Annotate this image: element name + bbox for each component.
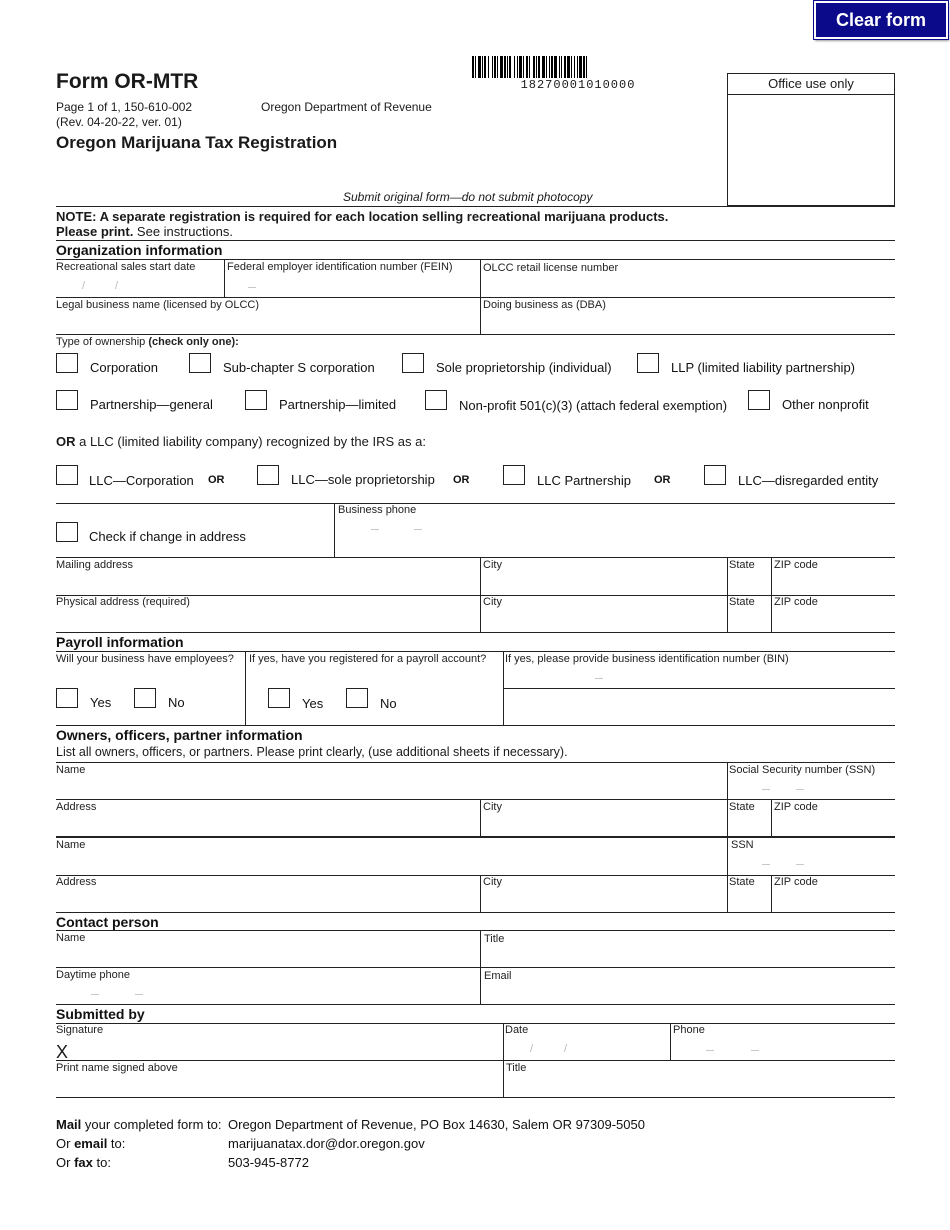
owner2-address-label: Address: [56, 876, 97, 888]
olcc-input[interactable]: [483, 278, 893, 295]
barcode-image: [472, 56, 684, 78]
employees-question: Will your business have employees?: [56, 653, 234, 665]
owner1-zip-label: ZIP code: [774, 801, 818, 813]
mailing-city-input[interactable]: [483, 576, 723, 593]
sign-date-input[interactable]: [506, 1041, 666, 1058]
option-llc-partnership: LLC Partnership: [537, 473, 631, 488]
checkbox-employees-no[interactable]: [134, 688, 156, 708]
start-date-input[interactable]: [58, 278, 218, 295]
owner1-address-label: Address: [56, 801, 97, 813]
checkbox-partnership-limited[interactable]: [245, 390, 267, 410]
owners-section-title: Owners, officers, partner information: [56, 727, 303, 743]
owner2-state-input[interactable]: [729, 892, 769, 909]
sign-date-label: Date: [505, 1024, 529, 1036]
email-address: marijuanatax.dor@dor.oregon.gov: [228, 1136, 425, 1151]
option-llc-corporation: LLC—Corporation: [89, 473, 194, 488]
mailing-address-label: Mailing address: [56, 559, 134, 571]
checkbox-nonprofit-501c3[interactable]: [425, 390, 447, 410]
owner2-zip-input[interactable]: [774, 892, 893, 909]
owner2-ssn-input[interactable]: [729, 855, 893, 872]
mailing-address-input[interactable]: [58, 576, 476, 593]
daytime-phone-label: Daytime phone: [56, 969, 130, 981]
bin-input[interactable]: [507, 670, 892, 687]
barcode-number: 18270001010000: [520, 78, 636, 92]
checkbox-llc-partnership[interactable]: [503, 465, 525, 485]
office-use-label: Office use only: [728, 74, 894, 95]
or-word: OR: [208, 474, 225, 486]
signature-label: Signature: [56, 1024, 104, 1036]
payroll-no-label: No: [380, 696, 397, 711]
owner2-city-input[interactable]: [483, 892, 723, 909]
sign-phone-input[interactable]: [673, 1041, 893, 1058]
contact-name-input[interactable]: [58, 948, 476, 965]
checkbox-llc-corporation[interactable]: [56, 465, 78, 485]
payroll-registered-question: If yes, have you registered for a payroll account?: [249, 653, 487, 665]
daytime-phone-input[interactable]: [58, 985, 476, 1002]
bin-question: If yes, please provide business identification number (BIN): [505, 653, 789, 665]
mailing-zip-input[interactable]: [774, 576, 893, 593]
signature-x-mark: X: [56, 1042, 69, 1062]
checkbox-sole-proprietorship[interactable]: [402, 353, 424, 373]
owner2-state-label: State: [729, 876, 755, 888]
mailing-zip-label: ZIP code: [774, 559, 818, 571]
submit-note: Submit original form—do not submit photocopy: [343, 190, 593, 204]
dba-input[interactable]: [483, 315, 893, 332]
contact-section-title: Contact person: [56, 914, 159, 930]
office-use-box: [727, 73, 895, 206]
contact-title-label: Title: [484, 933, 505, 945]
option-corporation: Corporation: [90, 360, 158, 375]
mailing-state-label: State: [729, 559, 755, 571]
form-name: Oregon Marijuana Tax Registration: [56, 133, 338, 152]
contact-email-label: Email: [484, 970, 512, 982]
dba-label: Doing business as (DBA): [483, 299, 606, 311]
contact-title-input[interactable]: [483, 948, 893, 965]
mailing-city-label: City: [483, 559, 502, 571]
option-other-nonprofit: Other nonprofit: [782, 397, 869, 412]
clear-form-button[interactable]: Clear form: [814, 1, 948, 39]
note-text: NOTE: A separate registration is required for each location selling recreational marijuana products.: [56, 209, 669, 224]
option-partnership-general: Partnership—general: [90, 397, 213, 412]
owner1-state-input[interactable]: [729, 817, 769, 834]
olcc-label: OLCC retail license number: [483, 262, 619, 274]
contact-name-label: Name: [56, 932, 86, 944]
employees-yes-label: Yes: [90, 695, 112, 710]
ownership-label: Type of ownership (check only one):: [56, 336, 239, 348]
payroll-yes-label: Yes: [302, 696, 324, 711]
checkbox-corporation[interactable]: [56, 353, 78, 373]
sign-phone-label: Phone: [673, 1024, 705, 1036]
checkbox-employees-yes[interactable]: [56, 688, 78, 708]
owner1-city-label: City: [483, 801, 502, 813]
print-name-input[interactable]: [58, 1078, 498, 1095]
checkbox-partnership-general[interactable]: [56, 390, 78, 410]
checkbox-llp[interactable]: [637, 353, 659, 373]
page-info: Page 1 of 1, 150-610-002: [56, 100, 193, 114]
owner1-zip-input[interactable]: [774, 817, 893, 834]
owner1-address-input[interactable]: [58, 817, 476, 834]
option-partnership-limited: Partnership—limited: [279, 397, 397, 412]
owner1-ssn-label: Social Security number (SSN): [729, 764, 876, 776]
email-label: Or email to:: [56, 1136, 126, 1151]
fax-label: Or fax to:: [56, 1155, 111, 1170]
option-llc-disregarded: LLC—disregarded entity: [738, 473, 879, 488]
owner2-name-input[interactable]: [58, 855, 723, 872]
business-phone-input[interactable]: [338, 520, 638, 537]
payroll-section-title: Payroll information: [56, 634, 184, 650]
option-llp: LLP (limited liability partnership): [671, 360, 856, 375]
option-llc-sole-proprietorship: LLC—sole proprietorship: [291, 472, 435, 487]
start-date-label: Recreational sales start date: [56, 261, 196, 273]
physical-state-label: State: [729, 596, 755, 608]
or-word: OR: [453, 474, 470, 486]
option-sole-proprietorship: Sole proprietorship (individual): [436, 360, 612, 375]
signature-input[interactable]: [74, 1041, 499, 1059]
owner1-ssn-input[interactable]: [729, 780, 893, 797]
business-phone-label: Business phone: [338, 504, 417, 516]
legal-name-input[interactable]: [58, 315, 476, 332]
form-title: Form OR-MTR: [56, 70, 199, 93]
physical-address-input[interactable]: [58, 613, 476, 630]
legal-name-label: Legal business name (licensed by OLCC): [56, 299, 259, 311]
physical-address-label: Physical address (required): [56, 596, 190, 608]
checkbox-llc-disregarded[interactable]: [704, 465, 726, 485]
fax-number: 503-945-8772: [228, 1155, 309, 1170]
owners-instructions: List all owners, officers, or partners. Please print clearly, (use additional sheets if necessary).: [56, 745, 568, 759]
submitted-section-title: Submitted by: [56, 1006, 145, 1022]
mailing-state-input[interactable]: [729, 576, 769, 593]
contact-email-input[interactable]: [483, 985, 893, 1002]
checkbox-payroll-no[interactable]: [346, 688, 368, 708]
employees-no-label: No: [168, 695, 185, 710]
physical-city-label: City: [483, 596, 502, 608]
owner2-zip-label: ZIP code: [774, 876, 818, 888]
owner1-city-input[interactable]: [483, 817, 723, 834]
option-nonprofit-501c3: Non-profit 501(c)(3) (attach federal exemption): [459, 398, 728, 413]
owner1-state-label: State: [729, 801, 755, 813]
physical-zip-input[interactable]: [774, 613, 893, 630]
checkbox-change-address[interactable]: [56, 522, 78, 542]
owner1-name-input[interactable]: [58, 780, 723, 797]
change-address-label: Check if change in address: [89, 529, 246, 544]
llc-label: OR a LLC (limited liability company) recognized by the IRS as a:: [56, 434, 426, 449]
owner2-city-label: City: [483, 876, 502, 888]
mail-label: Mail your completed form to:: [56, 1117, 222, 1132]
owner1-name-label: Name: [56, 764, 86, 776]
owner2-address-input[interactable]: [58, 892, 476, 909]
or-word: OR: [654, 474, 671, 486]
checkbox-payroll-yes[interactable]: [268, 688, 290, 708]
revision-info: (Rev. 04-20-22, ver. 01): [56, 115, 182, 129]
print-note: Please print. See instructions.: [56, 224, 234, 239]
org-section-title: Organization information: [56, 242, 223, 258]
checkbox-subchapter-s[interactable]: [189, 353, 211, 373]
print-name-label: Print name signed above: [56, 1062, 178, 1074]
owner2-name-label: Name: [56, 839, 86, 851]
owner2-ssn-label: SSN: [731, 839, 754, 851]
physical-zip-label: ZIP code: [774, 596, 818, 608]
physical-state-input[interactable]: [729, 613, 769, 630]
option-subchapter-s: Sub-chapter S corporation: [223, 360, 375, 375]
checkbox-llc-sole-proprietorship[interactable]: [257, 465, 279, 485]
physical-city-input[interactable]: [483, 613, 723, 630]
checkbox-other-nonprofit[interactable]: [748, 390, 770, 410]
fein-input[interactable]: [227, 278, 477, 295]
signer-title-input[interactable]: [506, 1078, 893, 1095]
fein-label: Federal employer identification number (FEIN): [227, 261, 453, 273]
mail-address: Oregon Department of Revenue, PO Box 14630, Salem OR 97309-5050: [228, 1117, 645, 1132]
signer-title-label: Title: [506, 1062, 527, 1074]
agency-name: Oregon Department of Revenue: [261, 100, 432, 114]
